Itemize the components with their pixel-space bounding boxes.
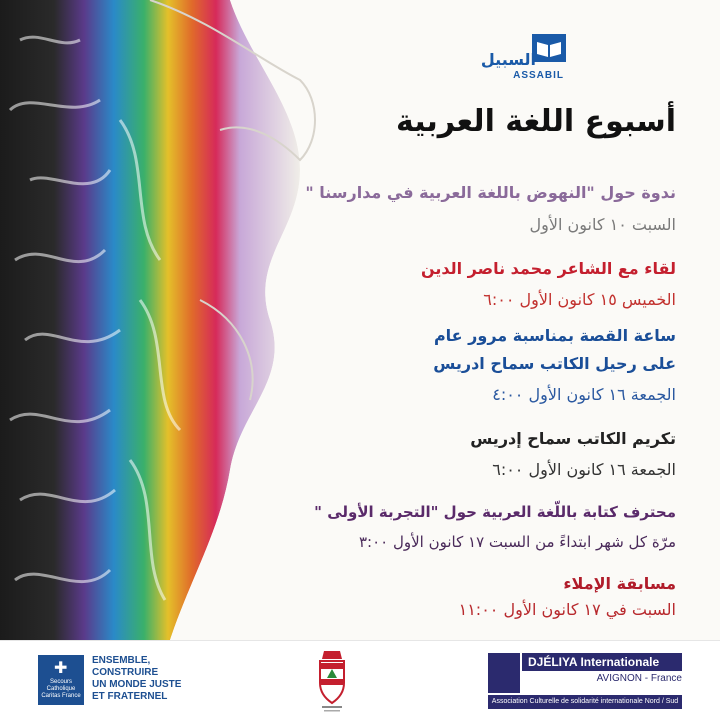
event-2-title: لقاء مع الشاعر محمد ناصر الدين bbox=[420, 259, 676, 278]
event-2-date: الخميس ١٥ كانون الأول ٦:٠٠ bbox=[483, 290, 676, 309]
event-6-title: مسابقة الإملاء bbox=[563, 574, 676, 593]
djeliya-emblem-icon bbox=[488, 653, 520, 693]
book-icon bbox=[532, 34, 566, 62]
event-4-title: تكريم الكاتب سماح إدريس bbox=[470, 429, 676, 448]
secours-line2: Catholique bbox=[46, 686, 76, 692]
event-6-date: السبت في ١٧ كانون الأول ١١:٠٠ bbox=[458, 600, 676, 619]
djeliya-city: AVIGNON - France bbox=[596, 673, 682, 684]
secours-catholique-name bbox=[38, 679, 84, 700]
assabil-logo bbox=[466, 34, 566, 88]
calligraphy-artwork bbox=[0, 0, 330, 640]
secours-line1: Secours bbox=[49, 679, 72, 685]
event-1-title: ندوة حول "النهوض باللغة العربية في مدارسنا " bbox=[305, 183, 676, 202]
event-5-title: محترف كتابة باللّغة العربية حول "التجربة الأولى " bbox=[314, 503, 676, 521]
logo-arabic: السبيل bbox=[480, 50, 536, 69]
municipality-crest-icon bbox=[312, 649, 352, 713]
secours-catholique-logo bbox=[38, 655, 84, 705]
sponsor-footer bbox=[0, 640, 720, 720]
slogan-line1: ENSEMBLE, bbox=[92, 655, 151, 666]
cross-icon: ✚ bbox=[54, 658, 68, 677]
page-title: أسبوع اللغة العربية bbox=[396, 104, 676, 139]
djeliya-logo bbox=[488, 653, 682, 711]
event-3-title: ساعة القصة بمناسبة مرور عام bbox=[433, 326, 676, 345]
djeliya-association: Association Culturelle de solidarité internationale Nord / Sud bbox=[488, 695, 682, 709]
event-3-title-line2: على رحيل الكاتب سماح ادريس bbox=[433, 354, 676, 373]
event-4-date: الجمعة ١٦ كانون الأول ٦:٠٠ bbox=[492, 460, 676, 479]
djeliya-name: DJÉLIYA Internationale bbox=[522, 653, 682, 671]
secours-line3: Caritas France bbox=[41, 693, 81, 699]
event-3-date: الجمعة ١٦ كانون الأول ٤:٠٠ bbox=[492, 385, 676, 404]
slogan-line3: UN MONDE JUSTE bbox=[92, 679, 182, 690]
slogan-line2: CONSTRUIRE bbox=[92, 667, 159, 678]
logo-latin: ASSABIL bbox=[513, 70, 564, 81]
event-1-date: السبت ١٠ كانون الأول bbox=[529, 215, 676, 234]
event-5-date: مرّة كل شهر ابتداءً من السبت ١٧ كانون الأول ٣:٠٠ bbox=[358, 533, 676, 551]
secours-slogan bbox=[92, 655, 181, 703]
slogan-line4: ET FRATERNEL bbox=[92, 691, 168, 702]
